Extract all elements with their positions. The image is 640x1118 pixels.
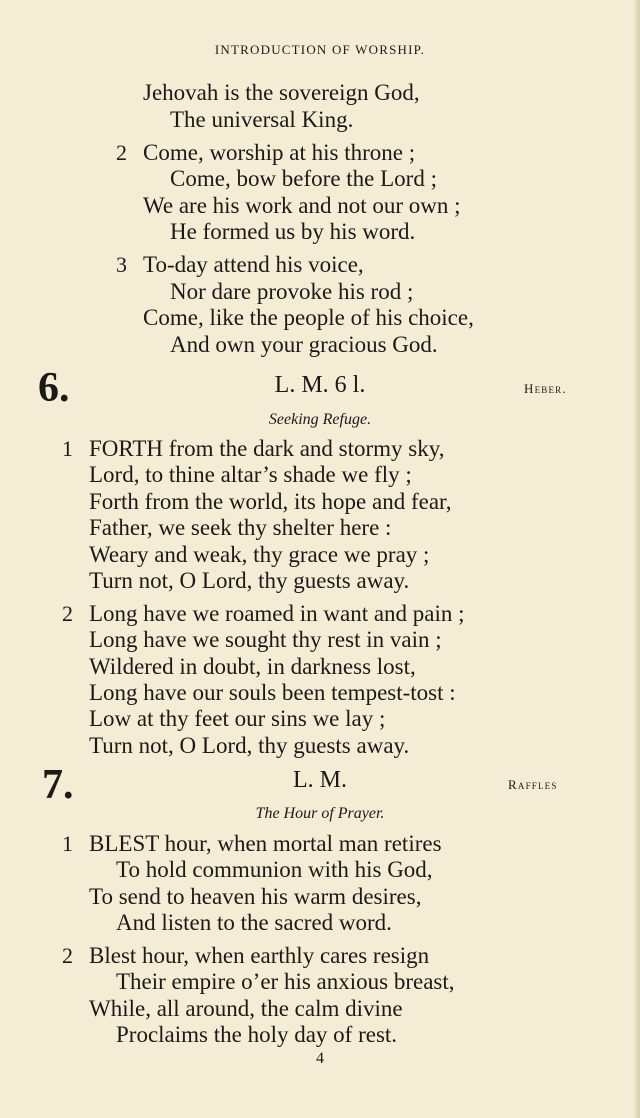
tune-name: Heber. — [524, 381, 567, 396]
verse-line: To send to heaven his warm desires, — [89, 884, 422, 909]
verse-line: BLEST hour, when mortal man retires — [89, 831, 442, 856]
verse-line: Their empire o’er his anxious breast, — [116, 969, 455, 994]
meter-heading: L. M. — [293, 767, 347, 793]
running-head: INTRODUCTION OF WORSHIP. — [214, 42, 426, 57]
hymn-title: Seeking Refuge. — [268, 411, 372, 428]
hymn-title: The Hour of Prayer. — [255, 805, 385, 822]
verse-line: And listen to the sacred word. — [116, 910, 392, 935]
verse-line: Turn not, O Lord, thy guests away. — [89, 568, 410, 593]
verse-line: Come, bow before the Lord ; — [170, 166, 437, 191]
verse-line: FORTH from the dark and stormy sky, — [89, 436, 445, 461]
verse-line: While, all around, the calm divine — [89, 996, 403, 1021]
verse-line: Long have we sought thy rest in vain ; — [89, 627, 442, 652]
hymn-number: 6. — [38, 365, 70, 411]
verse-line: Come, like the people of his choice, — [143, 305, 474, 330]
verse-line: Jehovah is the sovereign God, — [143, 80, 420, 105]
verse-line: To hold communion with his God, — [116, 857, 433, 882]
verse-line: Long have we roamed in want and pain ; — [89, 601, 465, 626]
tune-name: Raffles — [508, 777, 558, 792]
verse-line: Low at thy feet our sins we lay ; — [89, 706, 386, 731]
verse-line: We are his work and not our own ; — [143, 193, 461, 218]
verse-number: 2 — [62, 601, 73, 626]
verse-line: Proclaims the holy day of rest. — [116, 1022, 398, 1047]
verse-line: The universal King. — [170, 107, 354, 132]
verse-line: Blest hour, when earthly cares resign — [89, 943, 430, 968]
verse-number: 1 — [62, 831, 73, 856]
verse-line: Nor dare provoke his rod ; — [170, 279, 414, 304]
verse-number: 2 — [62, 943, 73, 968]
verse-line: Weary and weak, thy grace we pray ; — [89, 542, 430, 567]
verse-line: Come, worship at his throne ; — [143, 140, 416, 165]
verse-line: Wildered in doubt, in darkness lost, — [89, 654, 416, 679]
verse-line: Turn not, O Lord, thy guests away. — [89, 733, 410, 758]
verse-line: He formed us by his word. — [170, 219, 416, 244]
verse-line: Father, we seek thy shelter here : — [89, 515, 392, 540]
verse-number: 2 — [116, 140, 127, 165]
verse-number: 3 — [116, 252, 127, 277]
hymn-number: 7. — [42, 762, 74, 808]
verse-line: Lord, to thine altar’s shade we fly ; — [89, 462, 412, 487]
verse-line: Forth from the world, its hope and fear, — [89, 489, 452, 514]
verse-line: Long have our souls been tempest-tost : — [89, 680, 456, 705]
page-number: 4 — [316, 1050, 324, 1067]
verse-line: And own your gracious God. — [170, 332, 438, 357]
verse-number: 1 — [62, 436, 73, 461]
verse-line: To-day attend his voice, — [143, 252, 364, 277]
page-edge — [634, 0, 640, 1118]
meter-heading: L. M. 6 l. — [274, 372, 366, 398]
